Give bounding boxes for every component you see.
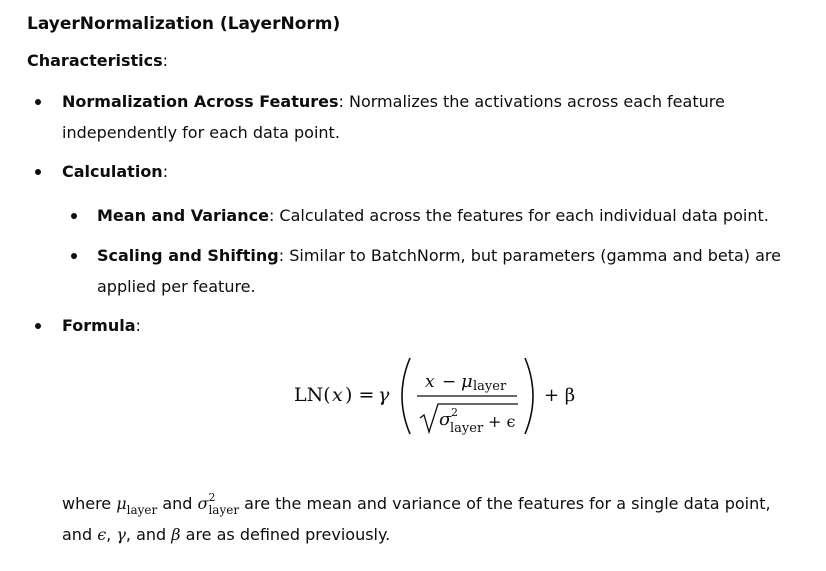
formula-numerator-x: x: [425, 372, 435, 392]
right-paren: [525, 358, 533, 434]
sub-item-scaling-shifting: [97, 240, 781, 271]
characteristics-heading: [27, 51, 168, 70]
bullet-heading: Formula: [62, 316, 136, 335]
bullet-text: : Normalizes the activations across each feature: [338, 92, 725, 111]
formula-mu-sub: layer: [473, 379, 507, 394]
sub-bullet-heading: Scaling and Shifting: [97, 246, 279, 265]
sigma-sup: 2: [208, 491, 216, 504]
sub-bullet-text-continuation: applied per feature.: [97, 277, 256, 296]
list-item-calculation: [62, 156, 168, 187]
bullet-text: :: [135, 316, 141, 335]
bullet-dot: [35, 99, 41, 105]
formula-sigma: σ: [439, 409, 452, 430]
and-word-2: and: [62, 525, 93, 544]
where-line-2: [62, 519, 390, 550]
mu-symbol: μ: [116, 494, 127, 513]
formula-gamma: γ: [378, 384, 390, 406]
formula-sigma-sub: layer: [450, 421, 484, 436]
page-title: LayerNormalization (LayerNorm): [27, 14, 341, 34]
epsilon-symbol: ϵ: [97, 525, 107, 544]
bullet-heading: Normalization Across Features: [62, 92, 339, 111]
mu-sub: layer: [126, 503, 158, 517]
sigma-sub: layer: [208, 503, 240, 517]
layernorm-formula: [292, 352, 612, 442]
gamma-symbol: γ: [116, 525, 126, 544]
characteristics-colon: :: [162, 51, 169, 70]
where-word: where: [62, 494, 112, 513]
where-rest-1: are the mean and variance of the features for a single data point,: [244, 494, 771, 513]
sub-bullet-text: : Similar to BatchNorm, but parameters (gamma and beta) are: [278, 246, 781, 265]
comma: ,: [106, 525, 112, 544]
sub-item-mean-variance: [97, 200, 769, 231]
where-rest-2: are as defined previously.: [185, 525, 391, 544]
bullet-text: :: [162, 162, 169, 181]
and-word: and: [162, 494, 193, 513]
beta-symbol: β: [171, 525, 181, 544]
formula-plus-beta: + β: [544, 385, 576, 406]
comma-and: , and: [125, 525, 167, 544]
list-item-normalization: [62, 86, 725, 117]
sigma-symbol: σ: [197, 494, 209, 513]
sub-bullet-heading: Mean and Variance: [97, 206, 269, 225]
formula-sigma-sup: 2: [451, 406, 458, 419]
left-paren: [402, 358, 410, 434]
list-item-formula: [62, 310, 141, 341]
characteristics-label: Characteristics: [27, 51, 163, 70]
where-line-1: [62, 488, 771, 521]
sub-bullet-dot: [71, 253, 77, 259]
bullet-text-continuation: independently for each data point.: [62, 123, 340, 142]
bullet-dot: [35, 323, 41, 329]
formula-minus: −: [442, 372, 457, 392]
formula-lhs: LN(: [294, 384, 331, 406]
formula-plus-eps: + ϵ: [488, 412, 516, 431]
sub-bullet-text: : Calculated across the features for each individual data point.: [268, 206, 769, 225]
formula-var-x: x: [332, 384, 343, 406]
formula-equals: ) =: [345, 384, 375, 406]
sub-bullet-dot: [71, 213, 77, 219]
bullet-dot: [35, 169, 41, 175]
bullet-heading: Calculation: [62, 162, 163, 181]
formula-mu: μ: [461, 371, 473, 392]
